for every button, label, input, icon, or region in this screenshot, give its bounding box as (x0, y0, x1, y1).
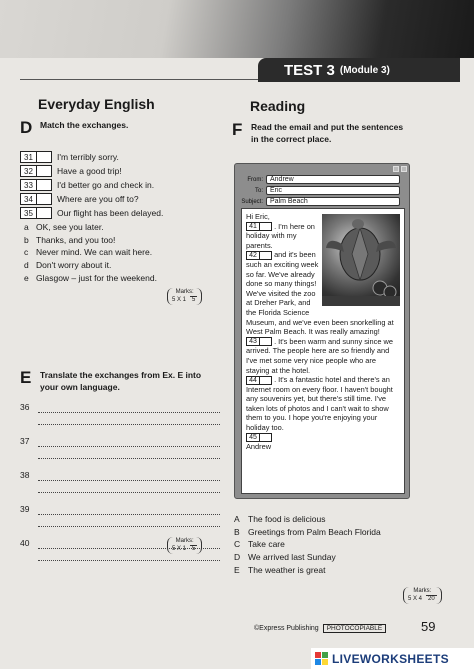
test-banner (258, 58, 460, 82)
exchange-item (20, 178, 220, 192)
exercise-d-marks (167, 288, 202, 305)
close-icon (401, 166, 407, 172)
exchange-text: I'm terribly sorry. (57, 152, 119, 162)
gap-answer-box[interactable] (260, 433, 272, 442)
marks-label: Marks: (413, 588, 432, 594)
answer-line[interactable] (38, 560, 220, 561)
email-body (241, 208, 405, 494)
everyday-english-title: Everyday English (38, 96, 155, 112)
exercise-e-letter: E (20, 368, 32, 387)
exercise-e-instruction (40, 369, 201, 393)
sentence-text: Greetings from Palm Beach Florida (248, 526, 381, 537)
exercise-d-instruction: Match the exchanges. (40, 120, 129, 130)
sentence-item (234, 538, 434, 551)
email-paragraph-2 (246, 337, 400, 375)
sentence-item (234, 513, 434, 526)
instruction-line: Read the email and put the sentences (251, 122, 404, 132)
answer-box[interactable] (37, 151, 52, 163)
option-text: OK, see you later. (36, 222, 104, 233)
email-text: . I'm here on holiday with my parents. (246, 221, 315, 250)
gap-number: 45 (246, 433, 260, 442)
test-module: (Module 3) (339, 64, 390, 76)
sentence-letter: E (234, 564, 240, 575)
gap-answer-box[interactable] (260, 222, 272, 231)
answer-line[interactable] (38, 492, 220, 493)
translation-item (20, 436, 220, 470)
marks-calc: 5 X 1 (172, 545, 187, 552)
marks-label: Marks: (175, 538, 194, 544)
option-letter: e (24, 272, 29, 283)
answer-line[interactable] (38, 458, 220, 459)
reading-title: Reading (250, 98, 306, 114)
exchange-number: 35 (20, 207, 37, 219)
photocopiable-badge: PHOTOCOPIABLE (323, 624, 387, 633)
sentence-item (234, 526, 434, 539)
gap-answer-box[interactable] (260, 376, 272, 385)
gap-answer-box[interactable] (260, 337, 272, 346)
translation-number: 36 (20, 402, 30, 412)
minimize-icon (393, 166, 399, 172)
translation-item (20, 504, 220, 538)
answer-line[interactable] (38, 480, 220, 481)
translation-item (20, 402, 220, 436)
marks-calc: 5 X 4 (408, 595, 423, 602)
exercise-d-letter: D (20, 118, 33, 137)
exchange-item (20, 206, 220, 220)
gap-number: 43 (246, 337, 260, 346)
sentence-item (234, 563, 434, 576)
translation-number: 40 (20, 538, 30, 548)
email-text: and it's been such an exciting week so far. We've already done so many things! We've visited the zoo at Dreher Park, and the Florida Science Museum, and we've even been snorkelling at West Palm Beach. It was really amazing! (246, 250, 394, 337)
email-subject-row (241, 197, 400, 206)
translation-item (20, 470, 220, 504)
translation-number: 37 (20, 436, 30, 446)
exchange-number: 32 (20, 165, 37, 177)
brand-name: LIVEWORKSHEETS (332, 651, 449, 666)
test-title: TEST 3 (284, 61, 335, 79)
liveworksheets-logo (311, 648, 474, 669)
response-options (24, 221, 234, 284)
translation-number: 38 (20, 470, 30, 480)
sentence-letter: C (234, 539, 241, 550)
email-to-row (241, 186, 400, 195)
option-letter: c (24, 247, 29, 258)
exercise-f-letter: F (232, 120, 243, 139)
option-text: Never mind. We can wait here. (36, 247, 153, 258)
window-controls (237, 166, 407, 174)
answer-line[interactable] (38, 412, 220, 413)
option-letter: a (24, 222, 29, 233)
exchange-text: Have a good trip! (57, 166, 122, 176)
turtle-illustration (322, 214, 400, 306)
answer-line[interactable] (38, 514, 220, 515)
page-top-shadow (0, 0, 474, 58)
exchange-number: 31 (20, 151, 37, 163)
option-text: Thanks, and you too! (36, 234, 116, 245)
email-from-row (241, 175, 400, 184)
sentence-text: The food is delicious (248, 514, 326, 525)
sentence-item (234, 551, 434, 564)
exchange-text: I'd better go and check in. (57, 180, 155, 190)
page-footer (254, 624, 386, 633)
answer-box[interactable] (37, 165, 52, 177)
exchange-text: Our flight has been delayed. (57, 208, 164, 218)
sentence-letter: D (234, 552, 241, 563)
from-field: Andrew (266, 175, 400, 184)
option-text: Glasgow – just for the weekend. (36, 272, 157, 283)
sentence-text: The weather is great (248, 564, 326, 575)
email-greeting: Hi Eric, (246, 212, 270, 221)
email-window (234, 163, 410, 499)
subject-label: Subject: (241, 198, 263, 205)
email-text: . It's been warm and sunny since we arrived. The people here are so friendly and I've met some very nice people who are staying at the hotel. (246, 336, 393, 375)
sentence-letter: A (234, 514, 240, 525)
answer-line[interactable] (38, 446, 220, 447)
option-item (24, 259, 234, 272)
publisher-credit: ©Express Publishing (254, 625, 319, 632)
gap-number: 41 (246, 222, 260, 231)
gap-number: 42 (246, 251, 260, 260)
option-letter: d (24, 260, 29, 271)
sentence-options (234, 513, 434, 576)
option-item (24, 271, 234, 284)
exercise-f-marks (403, 587, 442, 604)
exchange-list (20, 150, 220, 220)
to-label: To: (254, 187, 263, 194)
exchange-number: 33 (20, 179, 37, 191)
marks-calc: 5 X 1 (172, 296, 187, 303)
gap-number: 44 (246, 376, 260, 385)
translation-number: 39 (20, 504, 30, 514)
from-label: From: (247, 176, 263, 183)
email-closing (246, 433, 400, 443)
exchange-item (20, 164, 220, 178)
page-number: 59 (421, 619, 436, 634)
email-text: . It's a fantastic hotel and there's an Internet room on every floor. I haven't bought any souvenirs yet, but there's still time. I've taken lots of photos and I can't wait to show them to you. I hope you're enjoying your holiday too. (246, 375, 393, 433)
marks-total: 5 (192, 297, 196, 303)
liveworksheets-icon (315, 652, 329, 666)
instruction-line: in the correct place. (251, 134, 332, 144)
answer-box[interactable] (37, 193, 52, 205)
email-signoff: Andrew (246, 442, 272, 452)
marks-total: 5 (192, 546, 196, 552)
exchange-text: Where are you off to? (57, 194, 139, 204)
turtle-photo (322, 214, 400, 306)
answer-line[interactable] (38, 424, 220, 425)
option-letter: b (24, 234, 29, 245)
sentence-text: Take care (248, 539, 285, 550)
to-field: Eric (266, 186, 400, 195)
exchange-item (20, 192, 220, 206)
sentence-text: We arrived last Sunday (248, 552, 336, 563)
option-item (24, 246, 234, 259)
exchange-number: 34 (20, 193, 37, 205)
instruction-line: Translate the exchanges from Ex. E into (40, 370, 202, 380)
answer-box[interactable] (37, 207, 52, 219)
instruction-line: your own language. (40, 382, 120, 392)
exchange-item (20, 150, 220, 164)
subject-field: Palm Beach (266, 197, 400, 206)
gap-answer-box[interactable] (260, 251, 272, 260)
marks-label: Marks: (175, 289, 194, 295)
option-item (24, 221, 234, 234)
email-paragraph-3 (246, 375, 400, 433)
option-text: Don't worry about it. (36, 260, 112, 271)
marks-total: 20 (428, 596, 435, 602)
option-item (24, 234, 234, 247)
exercise-e-marks (167, 537, 202, 554)
answer-box[interactable] (37, 179, 52, 191)
exercise-f-instruction (251, 121, 403, 145)
sentence-letter: B (234, 526, 240, 537)
answer-line[interactable] (38, 526, 220, 527)
